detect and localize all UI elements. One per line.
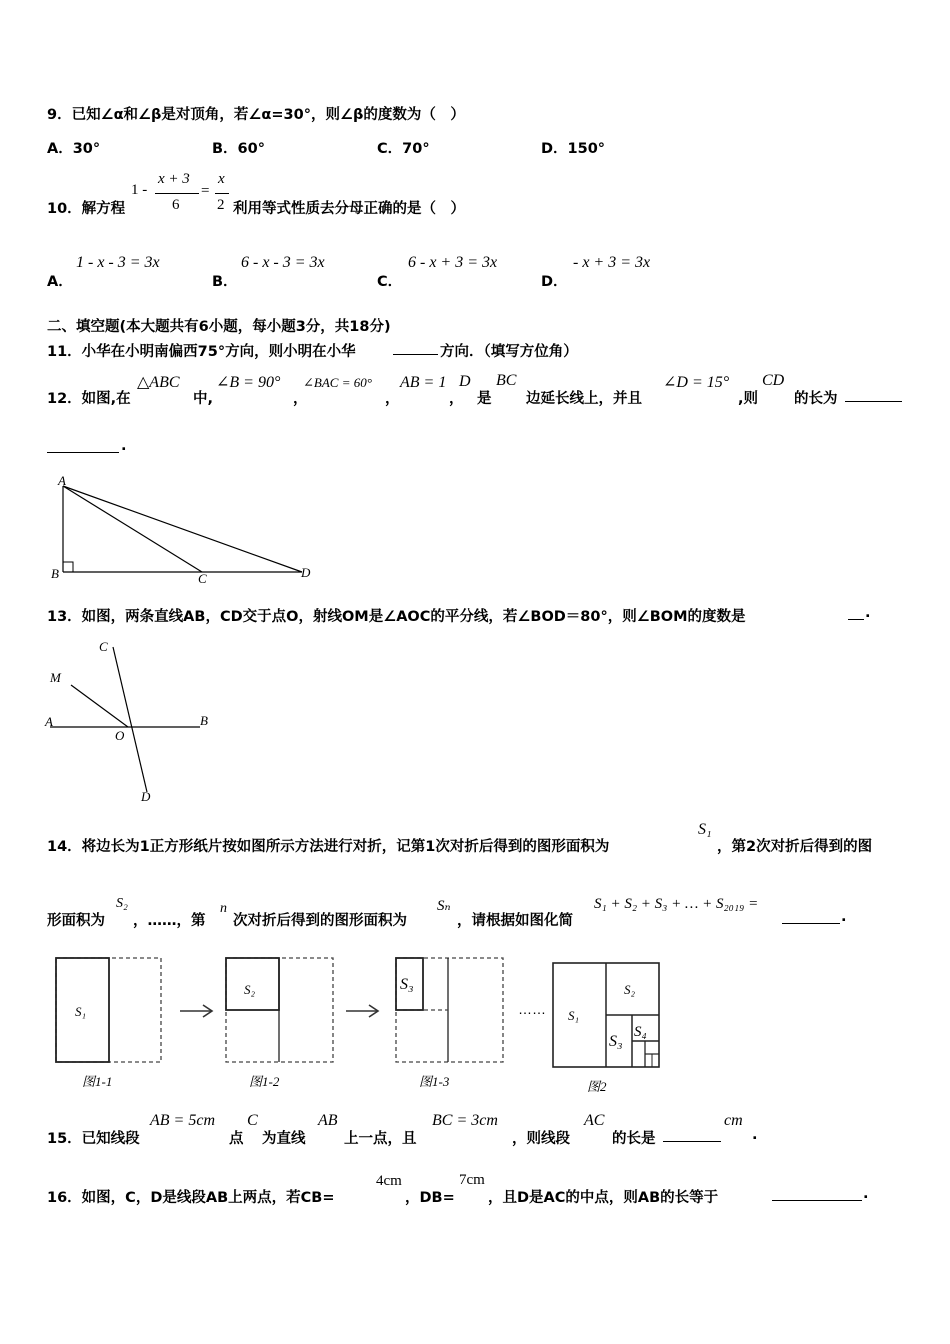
q13-lines-figure [40, 634, 230, 806]
q15-text-1: 为直线 [262, 1131, 306, 1147]
q13-answer-blank[interactable] [848, 619, 864, 620]
q16-db-length: 7cm [459, 1172, 485, 1188]
q16-period: . [863, 1186, 869, 1202]
q10-stem-prefix: 10．解方程 [47, 201, 126, 217]
q13-period: . [865, 605, 871, 621]
s3-label: S₃ [400, 976, 414, 993]
q14-period: . [841, 909, 847, 925]
q10-option-a-expr: 1 - x - 3 = 3x [76, 254, 160, 271]
q15-prefix: 15．已知线段 [47, 1131, 140, 1147]
q9-option-c: C．70° [377, 141, 430, 157]
q9-option-b: B．60° [212, 141, 265, 157]
q12-mid-text: 边延长线上，并且 [526, 391, 642, 407]
ellipsis-dots: …… [518, 1001, 546, 1017]
q10-denominator-right: 2 [217, 197, 225, 213]
q9-stem: 9．已知∠α和∠β是对顶角，若∠α=30°，则∠β的度数为（ ） [47, 107, 465, 123]
q15-dian: 点 [229, 1131, 244, 1147]
figure-1-2 [226, 958, 333, 1089]
s2-label: S₂ [624, 982, 636, 997]
s4-label: S₄ [634, 1024, 647, 1040]
q15-point-c: C [247, 1112, 258, 1129]
q15-bc-length: BC = 3cm [432, 1112, 498, 1129]
q12-point-d: D [459, 373, 471, 390]
q10-option-a-label: A． [47, 274, 73, 290]
q10-option-b-label: B． [212, 274, 238, 290]
q12-answer-blank[interactable] [845, 401, 902, 402]
q14-line1-end: ，第2次对折后得到的图 [717, 839, 873, 855]
q12-angle-b: ∠B = 90° [216, 374, 281, 391]
q15-text-3: ，则线段 [512, 1131, 570, 1147]
q12-segment-cd: CD [762, 372, 785, 389]
q14-line2-d: ，请根据如图化简 [457, 913, 573, 929]
q12-zhong: 中, [193, 391, 214, 407]
s1-label: S₁ [75, 1004, 87, 1019]
q10-numerator-right: x [218, 171, 225, 187]
label-b: B [200, 713, 208, 728]
q12-comma-2: ， [385, 391, 400, 407]
q10-one-minus: 1 - [131, 182, 148, 198]
q11-stem-b: 方向．（填写方位角） [440, 344, 578, 360]
q10-equals: = [201, 183, 210, 199]
label-o: O [115, 728, 125, 743]
q12-comma-3: ， [449, 391, 464, 407]
caption-1-3: 图1-3 [419, 1074, 450, 1089]
q15-ab-length: AB = 5cm [150, 1112, 215, 1129]
q15-answer-blank[interactable] [663, 1141, 721, 1142]
q16-answer-blank[interactable] [772, 1200, 862, 1201]
q14-folding-figure [48, 950, 678, 1098]
figure-1-3 [396, 958, 503, 1089]
q14-answer-blank[interactable] [782, 923, 840, 924]
q11-stem-a: 11．小华在小明南偏西75°方向，则小明在小华 [47, 344, 356, 360]
q15-period: . [752, 1127, 758, 1143]
q10-stem-suffix: 利用等式性质去分母正确的是（ ） [233, 201, 465, 217]
q10-numerator-left: x + 3 [158, 171, 190, 187]
q14-n: n [220, 901, 227, 916]
q15-text-4: 的长是 [612, 1131, 656, 1147]
q10-option-c-label: C． [377, 274, 403, 290]
section2-title: 二、填空题(本大题共有6小题，每小题3分，共18分) [47, 319, 391, 335]
q16-suffix: ，且D是AC的中点，则AB的长等于 [488, 1190, 719, 1206]
q14-s2: S₂ [116, 896, 128, 911]
q16-cb-length: 4cm [376, 1173, 402, 1189]
q12-answer-blank-continued[interactable] [47, 452, 119, 453]
q12-shi: 是 [477, 391, 492, 407]
s3-label: S₃ [609, 1033, 623, 1050]
q10-fraction-bar-left [155, 193, 199, 194]
q12-ab-length: AB = 1 [400, 374, 447, 391]
q10-denominator-left: 6 [172, 197, 180, 213]
caption-2: 图2 [587, 1079, 607, 1094]
s1-label: S₁ [568, 1008, 580, 1023]
label-c: C [99, 639, 108, 654]
q15-unit: cm [724, 1112, 743, 1129]
q16-prefix: 16．如图，C，D是线段AB上两点，若CB= [47, 1190, 335, 1206]
q15-text-2: 上一点，且 [344, 1131, 417, 1147]
q12-prefix: 12．如图,在 [47, 391, 131, 407]
label-d: D [301, 565, 311, 580]
q12-angle-d: ∠D = 15° [663, 374, 730, 391]
q10-option-c-expr: 6 - x + 3 = 3x [408, 254, 498, 271]
q12-triangle-figure [40, 472, 330, 588]
arrow-right-icon [180, 1005, 212, 1017]
q12-segment-bc: BC [496, 372, 517, 389]
q14-line1: 14．将边长为1正方形纸片按如图所示方法进行对折，记第1次对折后得到的图形面积为 [47, 839, 610, 855]
q14-line2-b: ，……，第 [133, 913, 206, 929]
label-a: A [58, 473, 66, 488]
q16-mid: ，DB= [405, 1190, 455, 1206]
q14-line2-c: 次对折后得到的图形面积为 [233, 913, 407, 929]
right-angle-mark [63, 562, 73, 572]
q14-s1: S₁ [698, 821, 712, 838]
caption-1-1: 图1-1 [82, 1074, 113, 1089]
q9-option-d: D．150° [541, 141, 606, 157]
arrow-right-icon [346, 1005, 378, 1017]
q10-option-d-label: D． [541, 274, 568, 290]
q12-comma-1: ， [293, 391, 308, 407]
q12-angle-bac: ∠BAC = 60° [303, 375, 372, 390]
q11-answer-blank[interactable] [393, 354, 438, 355]
ray-om [71, 685, 128, 727]
q12-triangle: △ABC [137, 374, 180, 391]
label-b: B [51, 566, 59, 581]
label-d: D [141, 789, 151, 804]
q12-ze: ,则 [738, 391, 759, 407]
q14-line2-a: 形面积为 [47, 913, 105, 929]
q12-end-text: 的长为 [794, 391, 838, 407]
q10-fraction-bar-right [215, 193, 229, 194]
q15-segment-ac: AC [584, 1112, 605, 1129]
q14-sn: Sₙ [437, 898, 451, 914]
q9-option-a: A．30° [47, 141, 101, 157]
s2-label: S₂ [244, 982, 256, 997]
q13-stem: 13．如图，两条直线AB，CD交于点O，射线OM是∠AOC的平分线，若∠BOD＝80°，则∠BOM的度数是 [47, 609, 746, 625]
segment-ad [63, 486, 302, 572]
figure-1-1 [56, 958, 161, 1089]
q15-line-ab: AB [318, 1112, 338, 1129]
caption-1-2: 图1-2 [249, 1074, 280, 1089]
q10-option-b-expr: 6 - x - 3 = 3x [241, 254, 325, 271]
q10-option-d-expr: - x + 3 = 3x [573, 254, 651, 271]
label-c: C [198, 571, 207, 586]
q12-period: . [121, 438, 127, 454]
label-m: M [50, 670, 61, 685]
figure-2 [553, 963, 659, 1094]
q14-sum-expression: S₁ + S₂ + S₃ + … + S₂₀₁₉ = [594, 896, 759, 912]
label-a: A [45, 714, 53, 729]
